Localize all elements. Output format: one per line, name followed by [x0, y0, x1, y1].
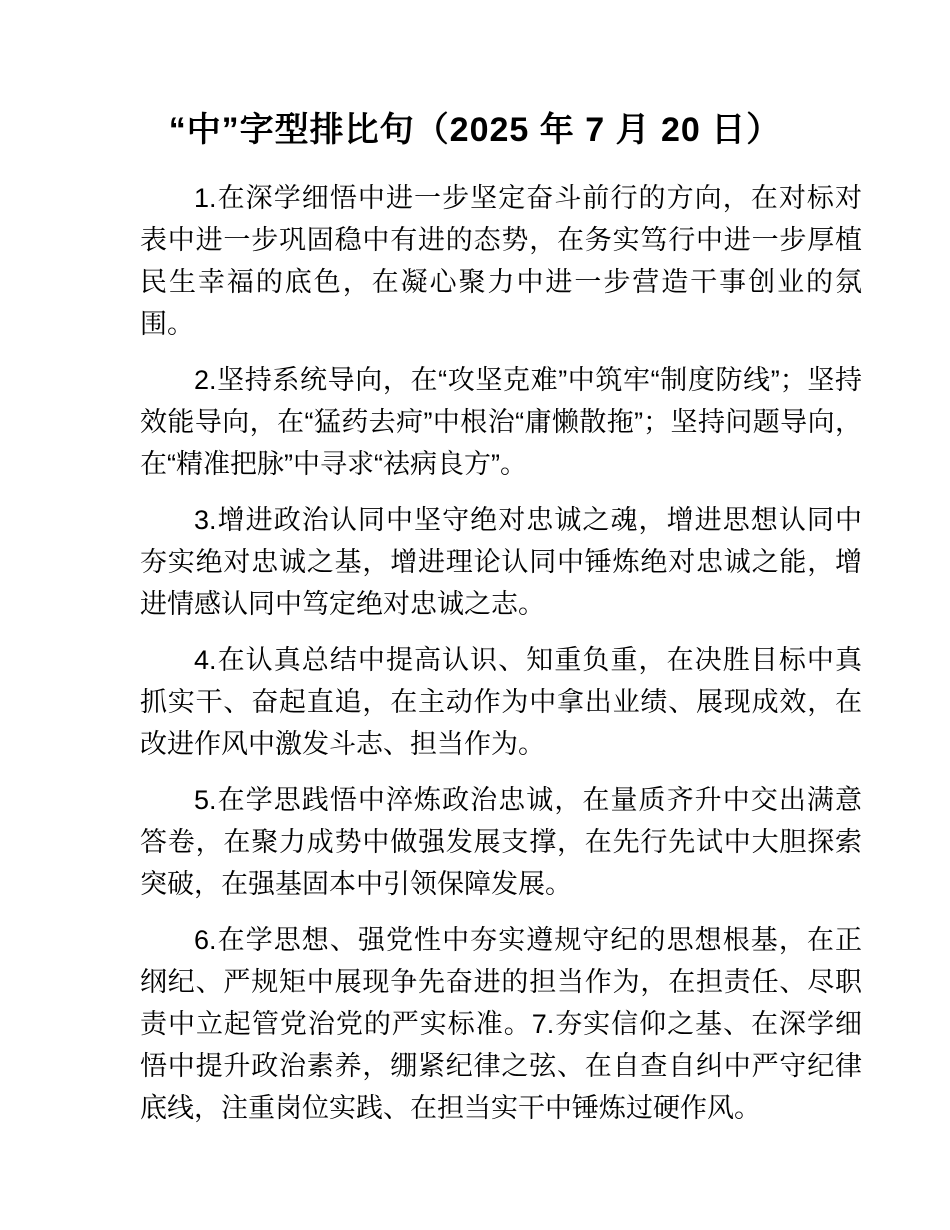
- document-title: “中”字型排比句（2025 年 7 月 20 日）: [168, 111, 782, 149]
- body-paragraph-2: 2.坚持系统导向，在“攻坚克难”中筑牢“制度防线”；坚持效能导向，在“猛药去疴”中根治“庸懒散拖”；坚持问题导向，在“精准把脉”中寻求“祛病良方”。: [140, 364, 862, 479]
- body-paragraph-6: 6.在学思想、强党性中夯实遵规守纪的思想根基，在正纲纪、严规矩中展现争先奋进的担当作为，在担责任、尽职责中立起管党治党的严实标准。7.夯实信仰之基、在深学细悟中提升政治素养，绷紧纪律之弦、在自查自纠中严守纪律底线，注重岗位实践、在担当实干中锤炼过硬作风。: [140, 924, 862, 1123]
- body-paragraph-5: 5.在学思践悟中淬炼政治忠诚，在量质齐升中交出满意答卷，在聚力成势中做强发展支撑，在先行先试中大胆探索突破，在强基固本中引领保障发展。: [140, 784, 862, 899]
- body-paragraph-1: 1.在深学细悟中进一步坚定奋斗前行的方向，在对标对表中进一步巩固稳中有进的态势，在务实笃行中进一步厚植民生幸福的底色，在凝心聚力中进一步营造干事创业的氛围。: [140, 182, 862, 339]
- document-body: [0, 177, 950, 1129]
- body-paragraph-3: 3.增进政治认同中坚守绝对忠诚之魂，增进思想认同中夯实绝对忠诚之基，增进理论认同中锤炼绝对忠诚之能，增进情感认同中笃定绝对忠诚之志。: [140, 504, 862, 619]
- body-paragraph-4: 4.在认真总结中提高认识、知重负重，在决胜目标中真抓实干、奋起直追，在主动作为中拿出业绩、展现成效，在改进作风中激发斗志、担当作为。: [140, 644, 862, 759]
